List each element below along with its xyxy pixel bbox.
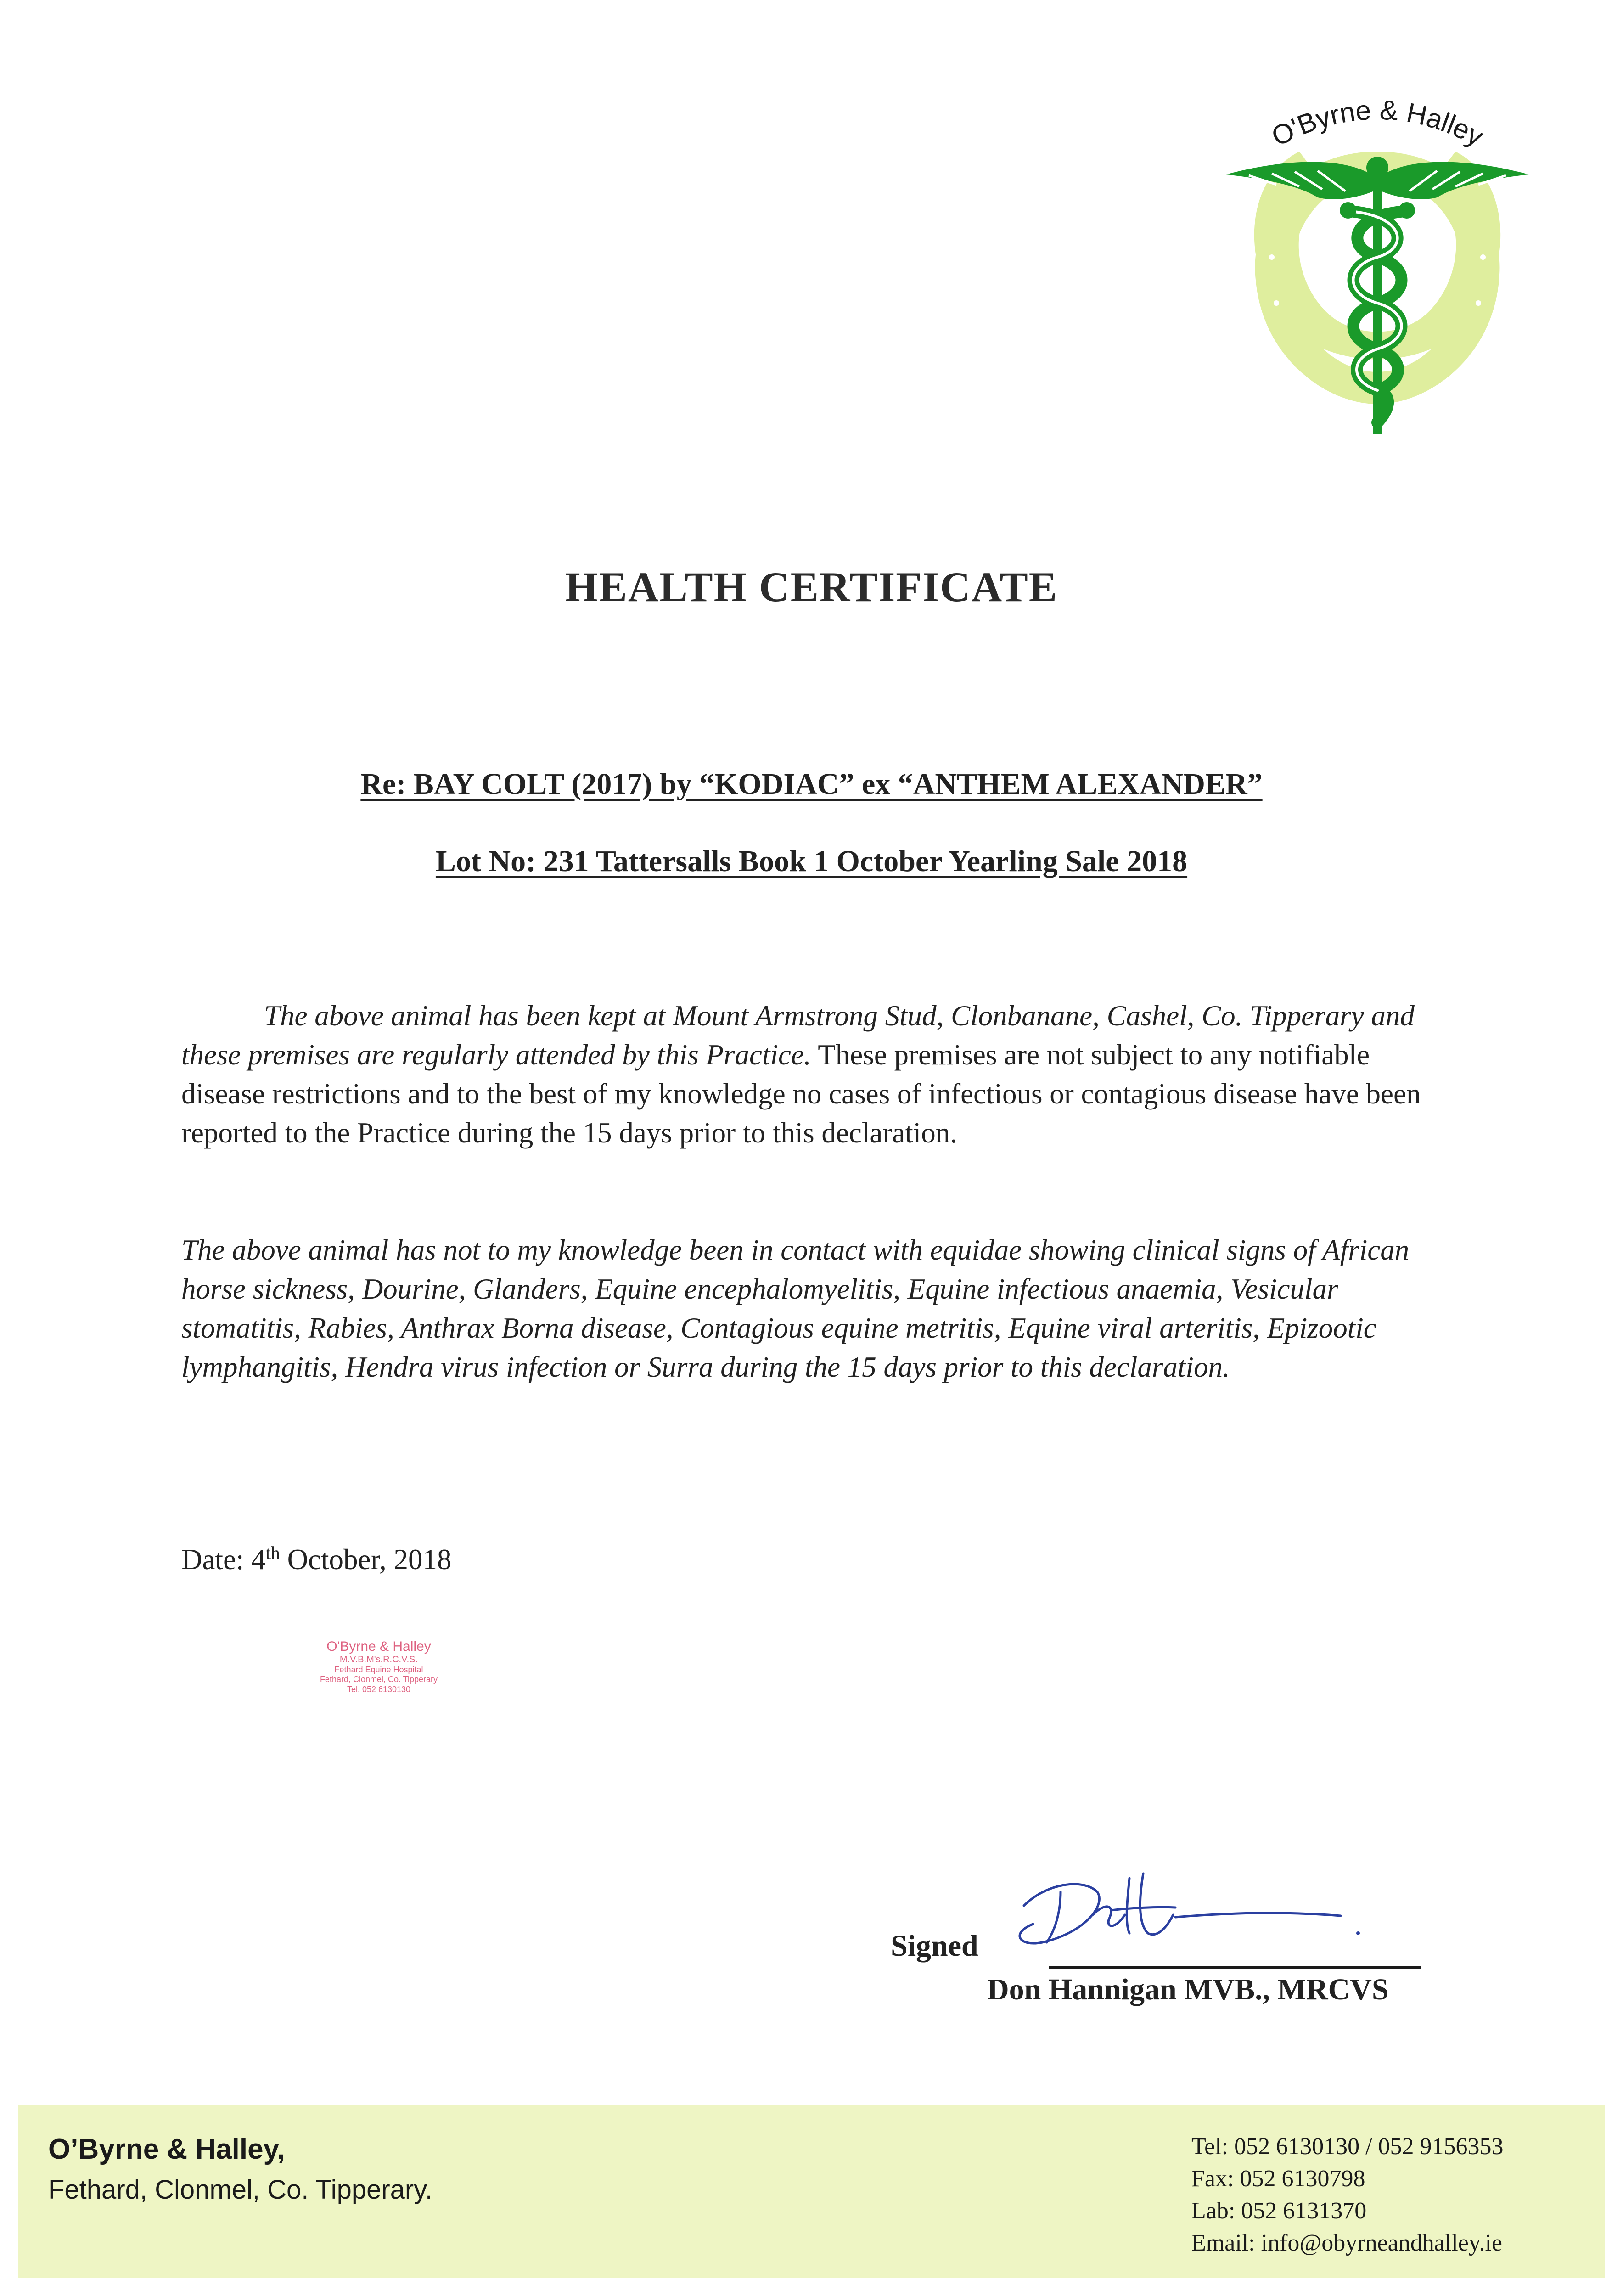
certificate-date [181, 1543, 451, 1576]
svg-text:O'Byrne & Halley: O'Byrne & Halley [326, 1639, 431, 1654]
date-superscript: th [265, 1542, 280, 1563]
date-suffix: October, 2018 [280, 1543, 452, 1576]
footer-email: Email: info@obyrneandhalley.ie [1191, 2230, 1502, 2256]
re-subject-line: Re: BAY COLT (2017) by “KODIAC” ex “ANTHEM ALEXANDER” [360, 767, 1263, 801]
premises-paragraph-regular: These premises are not subject to any notifiable disease restrictions and to the best of my knowledge no cases of infectious or contagious disease have been reported to the Practice during the 15 days prior to this declaration. [181, 1039, 1421, 1149]
svg-text:Fethard Equine Hospital: Fethard Equine Hospital [334, 1665, 423, 1674]
signature-line [1049, 1966, 1421, 1969]
logo-text: O'Byrne & Halley [1266, 94, 1488, 152]
signed-label: Signed [891, 1929, 978, 1963]
svg-text:M.V.B.M's.R.C.V.S.: M.V.B.M's.R.C.V.S. [339, 1654, 418, 1665]
lot-number-line: Lot No: 231 Tattersalls Book 1 October Yearling Sale 2018 [435, 844, 1188, 878]
footer-address: Fethard, Clonmel, Co. Tipperary. [48, 2175, 433, 2205]
premises-paragraph [181, 996, 1458, 1153]
letterhead-footer [18, 2105, 1605, 2278]
page-title: HEALTH CERTIFICATE [565, 563, 1058, 610]
date-prefix: Date: 4 [181, 1543, 266, 1576]
footer-contacts [1191, 2131, 1504, 2259]
contact-declaration-paragraph: The above animal has not to my knowledge been in contact with equidae showing clinical signs of African horse sickness, Dourine, Glanders, Equine encephalomyelitis, Equine infectious anaemia, Vesicular stomatitis, Rabies, Anthrax Borna disease, Contagious equine metritis, Equine viral arteritis, Epizootic lymphangitis, Hendra virus infection or Surra during the 15 days prior to this declaration. [181, 1234, 1410, 1383]
footer-fax: Fax: 052 6130798 [1191, 2166, 1365, 2192]
practice-stamp [282, 1637, 475, 1697]
caduceus-horseshoe-icon [1212, 64, 1543, 459]
svg-text:Tel: 052 6130130: Tel: 052 6130130 [347, 1685, 411, 1694]
handwritten-signature [992, 1864, 1377, 1956]
signer-name: Don Hannigan MVB., MRCVS [987, 1973, 1389, 2006]
footer-lab: Lab: 052 6131370 [1191, 2198, 1367, 2224]
svg-text:O'Byrne & Halley [1267, 95, 1488, 152]
footer-firm-name: O’Byrne & Halley, [48, 2133, 285, 2165]
footer-tel: Tel: 052 6130130 / 052 9156353 [1191, 2133, 1504, 2160]
premises-paragraph-italic: The above animal has been kept at Mount Armstrong Stud, Clonbanane, Cashel, Co. Tipperary and these premises are regularly attended by this Practice. [181, 1000, 1415, 1071]
svg-text:Fethard, Clonmel, Co. Tipperar: Fethard, Clonmel, Co. Tipperary [320, 1675, 438, 1684]
